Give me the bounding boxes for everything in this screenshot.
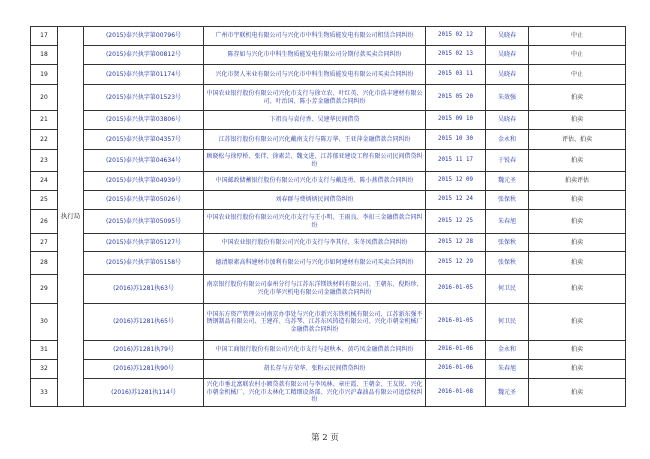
case-status: 拍卖 <box>529 379 626 407</box>
case-status: 拍卖 <box>529 234 626 252</box>
judge-name: 朱春旭 <box>486 360 529 379</box>
filing-date: 2016-01-05 <box>426 275 486 304</box>
filing-date: 2016-01-08 <box>426 379 486 407</box>
judge-name: 魏元圣 <box>486 172 529 191</box>
table-row <box>31 275 626 304</box>
case-number: (2015)泰兴执字第05158号 <box>84 252 204 275</box>
case-status: 拍卖 <box>529 304 626 341</box>
row-number: 17 <box>31 27 58 46</box>
table-row <box>31 172 626 191</box>
case-number: (2016)苏1281执63号 <box>84 275 204 304</box>
case-description: 顾晓松与徐厚桥、张伴、徐素芸、魏文进、江苏郁亚建设工程有限公司民间借贷纠纷 <box>204 150 426 172</box>
table-row <box>31 360 626 379</box>
case-description: 中国农业银行股份有限公司兴化市支行与李其付、朱冬凤借款合同纠纷 <box>204 234 426 252</box>
case-number: (2015)泰兴执字第04357号 <box>84 130 204 150</box>
judge-name: 吴晓春 <box>486 46 529 65</box>
table-row <box>31 379 626 407</box>
judge-name: 吴晓春 <box>486 27 529 46</box>
case-number: (2015)泰兴执字第05127号 <box>84 234 204 252</box>
filing-date: 2015 12 24 <box>426 191 486 210</box>
row-number: 24 <box>31 172 58 191</box>
case-description: 中国农业银行股份有限公司兴化市支行与王小明、王雨良、李扣三金融借款合同纠纷 <box>204 210 426 234</box>
filing-date: 2015 09 10 <box>426 111 486 130</box>
case-status: 中止 <box>529 65 626 85</box>
row-number: 21 <box>31 111 58 130</box>
row-number: 27 <box>31 234 58 252</box>
table-row <box>31 304 626 341</box>
table-row <box>31 27 626 46</box>
judge-name: 吴晓春 <box>486 65 529 85</box>
filing-date: 2015 02 12 <box>426 27 486 46</box>
filing-date: 2015 03 11 <box>426 65 486 85</box>
case-status: 中止 <box>529 46 626 65</box>
filing-date: 2015 10 30 <box>426 130 486 150</box>
filing-date: 2016-01-05 <box>426 304 486 341</box>
case-number: (2015)泰兴执字第03806号 <box>84 111 204 130</box>
filing-date: 2015 02 13 <box>426 46 486 65</box>
case-number: (2015)泰兴执字第01523号 <box>84 85 204 111</box>
case-description: 中国农业银行股份有限公司兴化市支行与徐立农、叶红英、兴化市浩丰建材有限公司、叶治国、陈小芳金融借款合同纠纷 <box>204 85 426 111</box>
case-number: (2015)泰兴执字第00796号 <box>84 27 204 46</box>
case-description: 德清原素高科建材市加利有限公司与兴化市如阿建材有限公司买卖合同纠纷 <box>204 252 426 275</box>
case-status: 拍卖评估 <box>529 172 626 191</box>
filing-date: 2015 12 28 <box>426 234 486 252</box>
judge-name: 金永和 <box>486 341 529 360</box>
case-status: 拍卖 <box>529 111 626 130</box>
filing-date: 2016-01-06 <box>426 341 486 360</box>
judge-name: 朱效强 <box>486 85 529 111</box>
case-status: 拍卖 <box>529 210 626 234</box>
judge-name: 金永和 <box>486 130 529 150</box>
row-number: 20 <box>31 85 58 111</box>
case-table <box>30 26 626 407</box>
case-number: (2016)苏1281执90号 <box>84 360 204 379</box>
row-number: 19 <box>31 65 58 85</box>
judge-name: 张保秋 <box>486 252 529 275</box>
table-row <box>31 130 626 150</box>
table-row <box>31 65 626 85</box>
row-number: 29 <box>31 275 58 304</box>
table-row <box>31 191 626 210</box>
case-description: 胡长存与方荣华、张粉云民间借贷纠纷 <box>204 360 426 379</box>
table-row <box>31 210 626 234</box>
filing-date: 2016-01-06 <box>426 360 486 379</box>
case-status: 拍卖 <box>529 150 626 172</box>
case-status: 拍卖 <box>529 275 626 304</box>
case-status: 评估、拍卖 <box>529 130 626 150</box>
case-status: 拍卖 <box>529 360 626 379</box>
case-description: 广州市宇联机电有限公司与兴化市中科生物质能发电有限公司租赁合同纠纷 <box>204 27 426 46</box>
row-number: 23 <box>31 150 58 172</box>
case-number: (2015)泰兴执字第00812号 <box>84 46 204 65</box>
row-number: 22 <box>31 130 58 150</box>
case-description: 江苏银行股份有限公司兴化戴南支行与陈万华、王亚萍金融借款合同纠纷 <box>204 130 426 150</box>
judge-name: 何卫民 <box>486 275 529 304</box>
filing-date: 2015 12 29 <box>426 252 486 275</box>
row-number: 26 <box>31 210 58 234</box>
table-row <box>31 150 626 172</box>
case-description: 刘春群与费炳炳民间借贷纠纷 <box>204 191 426 210</box>
judge-name: 魏元圣 <box>486 379 529 407</box>
case-number: (2016)苏1281执79号 <box>84 341 204 360</box>
judge-name: 张保秋 <box>486 234 529 252</box>
filing-date: 2015 12 25 <box>426 210 486 234</box>
case-description: 中国工商银行股份有限公司兴化市支行与赵秋本、黄巧凤金融借款合同纠纷 <box>204 341 426 360</box>
page-footer: 第 2 页 <box>311 433 339 443</box>
case-number: (2015)泰兴执字第05026号 <box>84 191 204 210</box>
case-number: (2015)泰兴执字第05095号 <box>84 210 204 234</box>
case-status: 拍卖 <box>529 252 626 275</box>
judge-name: 何卫民 <box>486 304 529 341</box>
case-number: (2015)泰兴执字第01174号 <box>84 65 204 85</box>
table-row <box>31 252 626 275</box>
filing-date: 2015 12 09 <box>426 172 486 191</box>
row-number: 18 <box>31 46 58 65</box>
judge-name: 朱春旭 <box>486 210 529 234</box>
case-status: 拍卖 <box>529 85 626 111</box>
case-description: 兴化市垂北富联农村小额贷款有限公司与李凤林、章庄霞、王朝金、王友锐、兴化市朝金机械厂、兴化市太林化工精细设备部、兴化市兴沪森油品有限公司追偿权纠纷 <box>204 379 426 407</box>
row-number: 32 <box>31 360 58 379</box>
department-cell: 执行局 <box>58 27 84 407</box>
case-status: 拍卖 <box>529 341 626 360</box>
row-number: 31 <box>31 341 58 360</box>
case-number: (2015)泰兴执字第04939号 <box>84 172 204 191</box>
row-number: 25 <box>31 191 58 210</box>
case-number: (2016)苏1281执65号 <box>84 304 204 341</box>
table-row <box>31 85 626 111</box>
filing-date: 2015 11 17 <box>426 150 486 172</box>
judge-name: 张保秋 <box>486 191 529 210</box>
table-row <box>31 234 626 252</box>
case-description: 南京银行股份有限公司泰州分行与江苏东洋镁铁材料有限公司、王朝东、倪粉珍、兴化市华兴机电有限公司金融借款合同纠纷 <box>204 275 426 304</box>
table-row <box>31 341 626 360</box>
row-number: 28 <box>31 252 58 275</box>
judge-name: 吴晓春 <box>486 111 529 130</box>
case-number: (2016)苏1281执114号 <box>84 379 204 407</box>
row-number: 30 <box>31 304 58 341</box>
case-number: (2015)泰兴执字第04634号 <box>84 150 204 172</box>
filing-date: 2015 05 20 <box>426 85 486 111</box>
case-status: 拍卖 <box>529 191 626 210</box>
case-description: 中国邮政储蓄银行股份有限公司兴化市支行与戴连勇、陈小燕借款合同纠纷 <box>204 172 426 191</box>
row-number: 33 <box>31 379 58 407</box>
case-status: 中止 <box>529 27 626 46</box>
case-description: 卞祖良与袁付香、吴建华民间借贷 <box>204 111 426 130</box>
case-description: 兴化市贤人米业有限公司与兴化市中科生物质能发电有限公司买卖合同纠纷 <box>204 65 426 85</box>
case-description: 中国东方资产管理公司南京办事处与兴化市新兴东铁机械有限公司、江苏新东强不锈钢制品有限公司、王建祥、乌苏琴、江苏东风铸造有限公司、兴化市朝金机械厂金融借款合同纠纷 <box>204 304 426 341</box>
case-description: 陈存如与兴化市中科生物质能发电有限公司分期付款买卖合同纠纷 <box>204 46 426 65</box>
table-row <box>31 46 626 65</box>
table-row <box>31 111 626 130</box>
judge-name: 于锐春 <box>486 150 529 172</box>
